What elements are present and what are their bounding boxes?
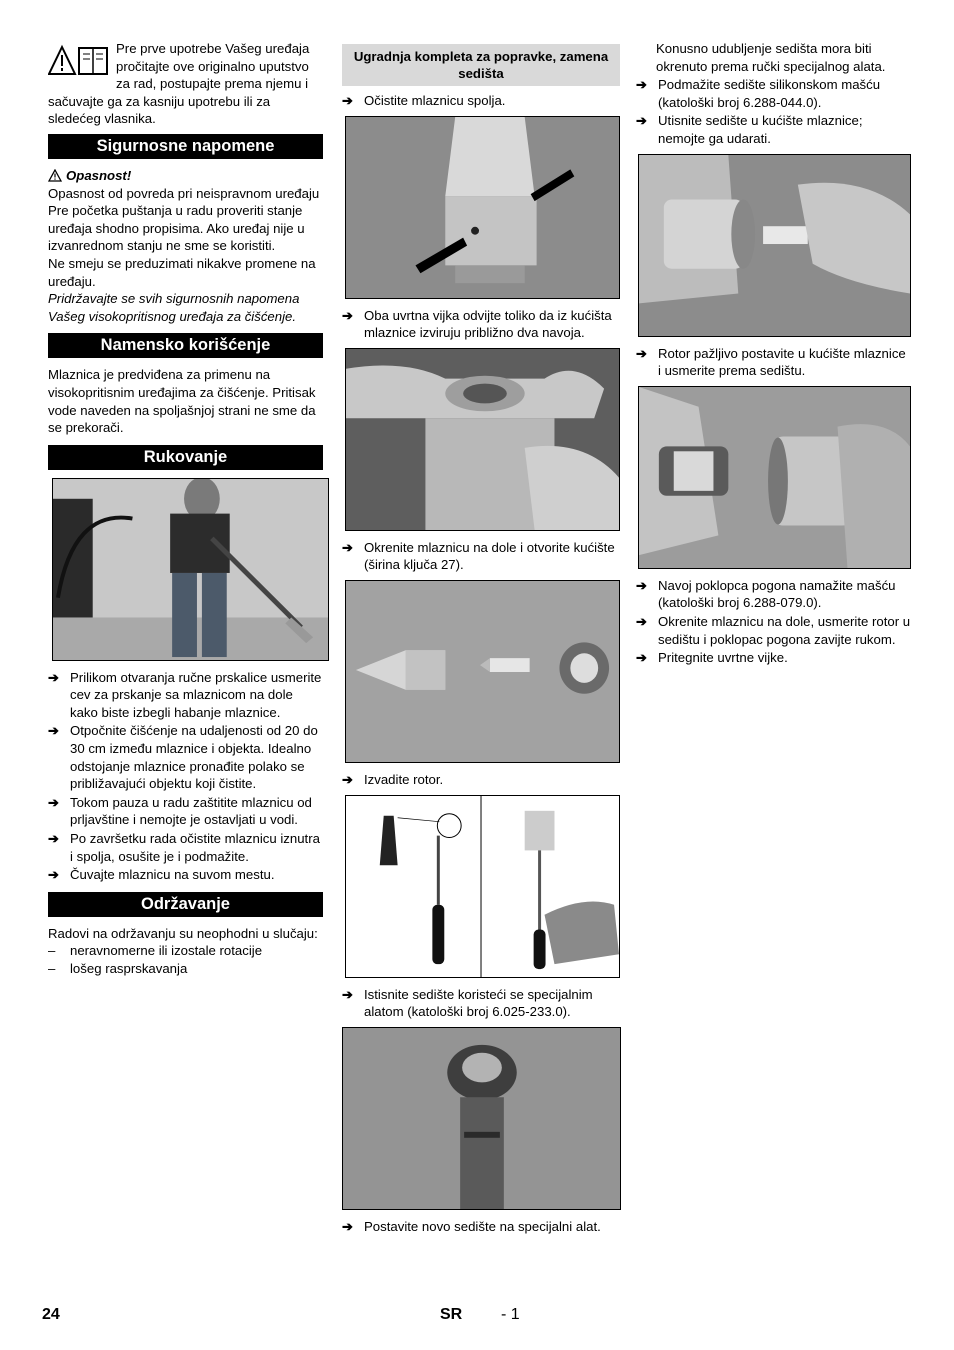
arrow-right-icon: ➔ [636, 577, 647, 593]
list-item: ➔ Otpočnite čišćenje na udaljenosti od 20 do 30 cm između mlaznice i objekta. Idealno odstojanje mlaznice pronađite polako se približavajući objektu koji čistite. [48, 723, 318, 792]
intended-use-text: Mlaznica je predviđena za primenu na visokopritisnim uređajima za čišćenje. Pritisak vode naveden na spoljašnjoj strani ne sme da se prekorači. [48, 367, 316, 436]
seat-orientation-text: Konusno udubljenje sedišta mora biti okrenuto prema ručki specijalnog alata. [656, 41, 886, 74]
list-item: – neravnomerne ili izostale rotacije [48, 943, 263, 959]
arrow-right-icon: ➔ [342, 986, 353, 1002]
photo-insert-rotor [638, 386, 911, 569]
section-title-handling: Rukovanje [48, 445, 323, 470]
list-item: ➔ Utisnite sedište u kućište mlaznice; nemojte ga udarati. [636, 113, 863, 146]
safety-note: Pridržavajte se svih sigurnosnih napomena Vašeg visokopritisnog uređaja za čišćenje. [48, 291, 300, 324]
list-item: ➔ Izvadite rotor. [342, 771, 444, 787]
arrow-right-icon: ➔ [636, 345, 647, 361]
arrow-right-icon: ➔ [342, 539, 353, 555]
arrow-right-icon: ➔ [636, 113, 647, 129]
list-item: ➔ Čuvajte mlaznicu na suvom mestu. [48, 867, 275, 883]
section-title-repair: Ugradnja kompleta za popravke, zamena sedišta [342, 44, 620, 86]
list-item: ➔ Očistite mlaznicu spolja. [342, 93, 506, 108]
arrow-right-icon: ➔ [342, 307, 353, 323]
arrow-right-icon: ➔ [48, 723, 59, 739]
list-item: ➔ Navoj poklopca pogona namažite mašću (katološki broj 6.288-079.0). [636, 577, 896, 611]
arrow-right-icon: ➔ [636, 650, 647, 666]
list-item: – lošeg rasprskavanja [48, 961, 188, 976]
arrow-right-icon: ➔ [342, 771, 353, 787]
photo-new-seat-on-tool [342, 1027, 621, 1210]
list-item: ➔ Podmažite sedište silikonskom mašću (katološki broj 6.288-044.0). [636, 77, 881, 110]
photo-man-with-spray-gun [52, 478, 329, 661]
photo-nozzle-parts [345, 580, 620, 763]
arrow-right-icon: ➔ [48, 669, 59, 685]
list-item: ➔ Oba uvrtna vijka odvijte toliko da iz kućišta mlaznice izviruju približno dva navoja. [342, 307, 612, 341]
maintenance-text: Radovi na održavanju su neophodni u slučaju: [48, 925, 318, 941]
page-number: 24 [42, 1306, 60, 1323]
section-title-safety: Sigurnosne napomene [48, 134, 323, 159]
list-item: ➔ Pritegnite uvrtne vijke. [636, 650, 788, 666]
arrow-right-icon: ➔ [48, 794, 59, 810]
list-item: ➔ Okrenite mlaznicu na dole i otvorite kućište (širina ključa 27). [342, 539, 615, 573]
column-right [636, 40, 912, 668]
photo-press-seat [638, 154, 911, 337]
list-item: ➔ Po završetku rada očistite mlaznicu iznutra i spolja, osušite je i podmažite. [48, 831, 320, 864]
list-item: ➔ Postavite novo sedište na specijalni alat. [342, 1218, 601, 1234]
arrow-right-icon: ➔ [342, 93, 353, 108]
arrow-right-icon: ➔ [636, 77, 647, 93]
column-middle [342, 44, 620, 1236]
intro-text: Pre prve upotrebe Vašeg uređaja pročitajte ove originalno uputstvo za rad, postupajte prema njemu i sačuvajte ga za kasniju upotrebu ili za sledećeg vlasnika. [48, 41, 310, 127]
list-item: ➔ Prilikom otvaranja ručne prskalice usmerite cev za prskanje sa mlaznicom na dole kako biste izbegli habanje mlaznice. [48, 669, 322, 720]
list-item: ➔ Okrenite mlaznicu na dole, usmerite rotor u sedištu i poklopac pogona zavijte rukom. [636, 613, 911, 647]
section-title-intended-use: Namensko korišćenje [48, 333, 323, 358]
warning-manual-icon [48, 44, 110, 78]
arrow-right-icon: ➔ [342, 1218, 353, 1234]
warning-icon [48, 169, 62, 182]
safety-text-1: Opasnost od povreda pri neispravnom uređaju Pre početka puštanja u radu proveriti stanje uređaja shodno propisima. Ako uređaj nije u izvanrednom stanju ne sme se koristiti. [48, 185, 320, 254]
arrow-right-icon: ➔ [636, 613, 647, 629]
photo-wrench-opening [345, 348, 620, 531]
danger-heading [48, 167, 323, 185]
list-item: ➔ Istisnite sedište koristeći se specijalnim alatom (katološki broj 6.025-233.0). [342, 986, 593, 1020]
danger-label: Opasnost! [66, 167, 132, 183]
arrow-right-icon: ➔ [48, 867, 59, 883]
section-number: - 1 [501, 1306, 520, 1323]
safety-text-2: Ne smeju se preduzimati nikakve promene na uređaju. [48, 255, 316, 289]
arrow-right-icon: ➔ [48, 831, 59, 847]
photo-nozzle-screws [345, 116, 620, 299]
photo-special-tool [345, 795, 620, 978]
intro-block [48, 40, 323, 128]
language-code: SR [440, 1306, 463, 1323]
section-title-maintenance: Održavanje [48, 892, 323, 917]
list-item: ➔ Rotor pažljivo postavite u kućište mlaznice i usmerite prema sedištu. [636, 345, 906, 379]
list-item: ➔ Tokom pauza u radu zaštitite mlaznicu od prljavštine i nemojte je ostavljati u vodi. [48, 794, 312, 828]
column-left [48, 40, 323, 978]
